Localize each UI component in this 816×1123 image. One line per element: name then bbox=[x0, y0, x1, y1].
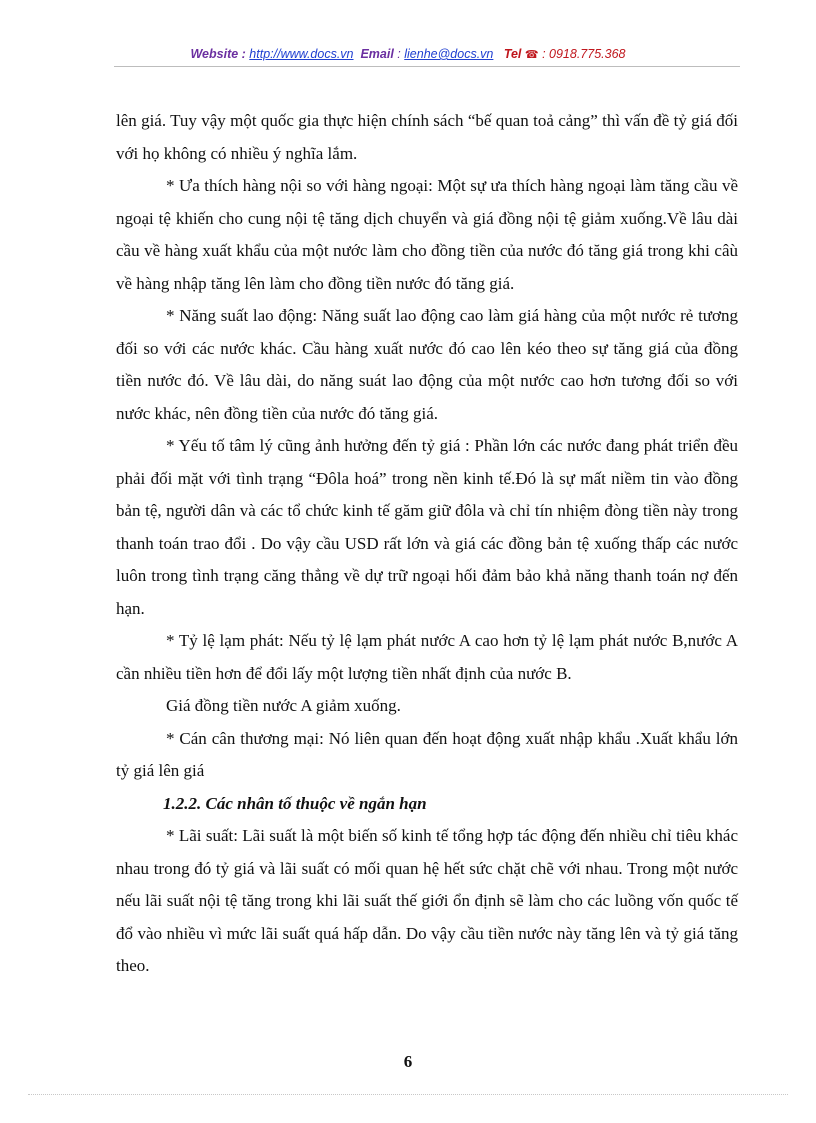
footer-divider bbox=[28, 1094, 788, 1095]
paragraph: * Năng suất lao động: Năng suất lao động cao làm giá hàng của một nước rẻ tương đối so với các nước khác. Cầu hàng xuất nước đó cao lên kéo theo sự tăng giá của đồng tiền nước đó. Về lâu dài, do năng suát lao động của một nước cao hơn tương đối so với nước khác, nên đồng tiền của nước đó tăng giá. bbox=[116, 306, 738, 423]
section-heading: 1.2.2. Các nhân tố thuộc về ngắn hạn bbox=[163, 793, 427, 813]
header-divider bbox=[114, 66, 740, 67]
document-body bbox=[116, 105, 738, 983]
phone-icon: ☎ bbox=[524, 49, 539, 61]
paragraph: * Tỷ lệ lạm phát: Nếu tỷ lệ lạm phát nước A cao hơn tỷ lệ lạm phát nước B,nước A cần nhiều tiền hơn để đổi lấy một lượng tiền nhất định của nước B. bbox=[116, 631, 738, 683]
phone-number: : 0918.775.368 bbox=[538, 47, 626, 61]
page-header bbox=[0, 47, 816, 61]
email-label: Email bbox=[360, 47, 394, 61]
page-number: 6 bbox=[403, 1052, 413, 1071]
paragraph: * Lãi suất: Lãi suất là một biến số kinh tế tổng hợp tác động đến nhiều chỉ tiêu khác nhau trong đó tỷ giá và lãi suất có mối quan hệ hết sức chặt chẽ với nhau. Trong một nước nếu lãi suất nội tệ tăng trong khi lãi suất thế giới ổn định sẽ làm cho các luồng vốn quốc tế đổ vào nhiều vì mức lãi suất quá hấp dẫn. Do vậy cầu tiền nước này tăng lên và tỷ giá tăng theo. bbox=[116, 826, 738, 975]
tel-label: Tel bbox=[503, 47, 522, 61]
website-label: Website : bbox=[190, 47, 250, 61]
paragraph: * Cán cân thương mại: Nó liên quan đến hoạt động xuất nhập khẩu .Xuất khẩu lớn tỷ giá lên giá bbox=[116, 728, 738, 780]
paragraph: * Yếu tố tâm lý cũng ảnh hưởng đến tỷ giá : Phần lớn các nước đang phát triển đều phải đối mặt với tình trạng “Đôla hoá” trong nền kinh tế.Đó là sự mất niềm tin vào đồng bản tệ, người dân và các tổ chức kinh tế găm giữ đôla và chỉ tín nhiệm đòng tiền này trong thanh toán trao đổi . Do vậy cầu USD rất lớn và giá các đồng bản tệ xuống thấp các nước luôn trong tình trạng căng thẳng về dự trữ ngoại hối đảm bảo khả năng thanh toán nợ đến hạn. bbox=[116, 436, 738, 618]
email-link[interactable]: lienhe@docs.vn bbox=[404, 47, 494, 61]
paragraph: lên giá. Tuy vậy một quốc gia thực hiện chính sách “bế quan toả cảng” thì vấn đề tỷ giá đối với họ không có nhiều ý nghĩa lắm. bbox=[116, 111, 738, 163]
paragraph: Giá đồng tiền nước A giảm xuống. bbox=[166, 696, 401, 715]
paragraph: * Ưa thích hàng nội so với hàng ngoại: Một sự ưa thích hàng ngoại làm tăng cầu về ngoại tệ khiến cho cung nội tệ tăng dịch chuyển và giá đồng nội tệ giảm xuống.Về lâu dài cầu về hàng xuất khẩu của một nước làm cho đồng tiền của nước đó tăng giá trong khi câù về hàng nhập tăng lên làm cho đồng tiền nước đó tăng giá. bbox=[116, 176, 738, 293]
email-separator: : bbox=[393, 47, 405, 61]
website-link[interactable]: http://www.docs.vn bbox=[249, 47, 354, 61]
